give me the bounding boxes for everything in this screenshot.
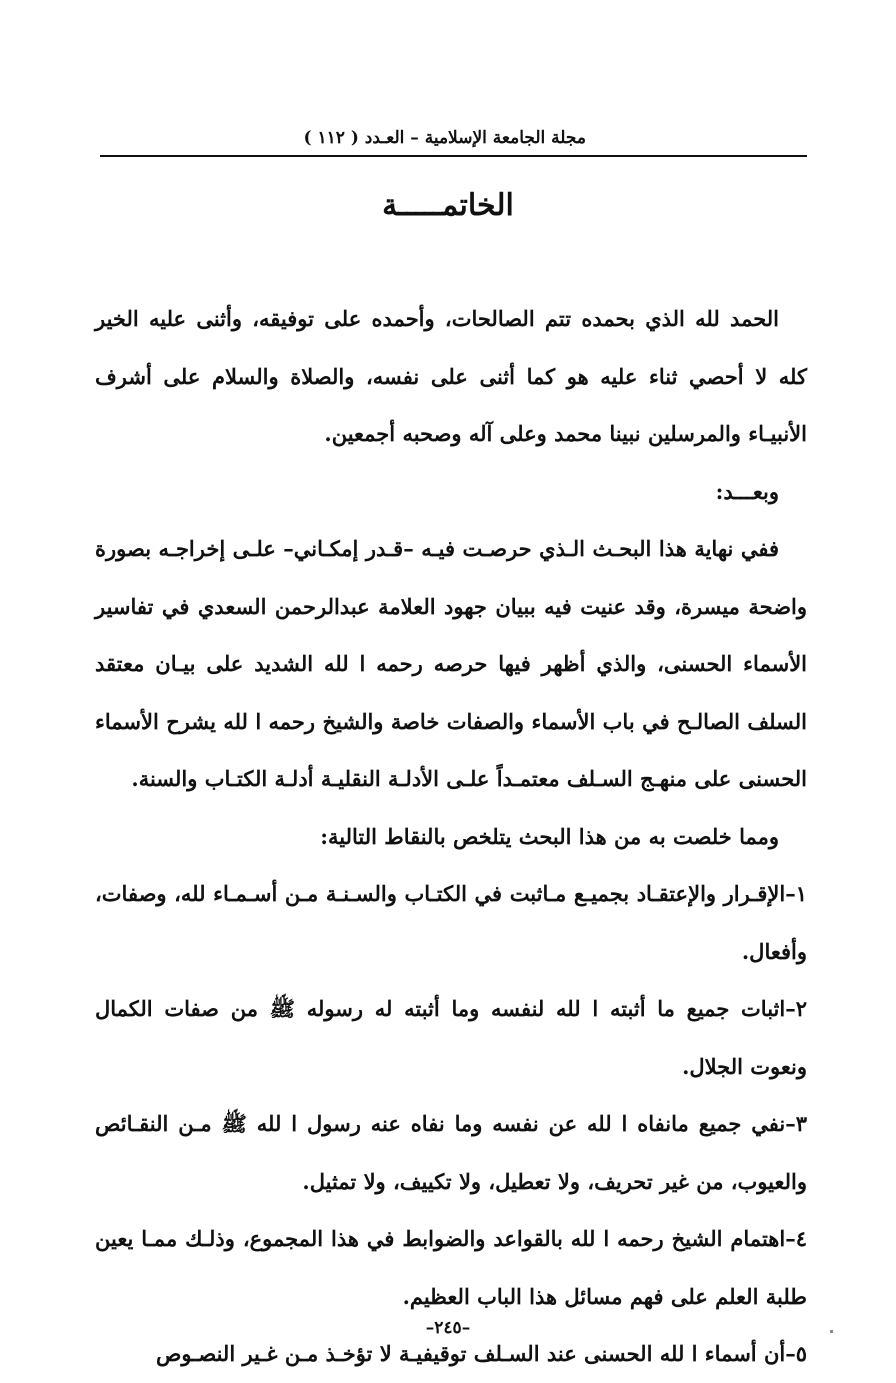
header-rule <box>100 155 807 157</box>
list-item: ٥–أن أسماء ا لله الحسنى عند السـلف توقيفيـة لا تؤخـذ مـن غـير النصـوص <box>155 1341 807 1366</box>
running-header: مجلة الجامعة الإسلامية – العـدد ( ١١٢ ) <box>303 128 586 148</box>
list-item: ٣–نفي جميع مانفاه ا لله عن نفسه وما نفاه عنه رسول ا لله ﷺ مـن النقـائص والعيوب، من غير تحريف، ولا تعطيل، ولا تكييف، ولا تمثيل. <box>95 1111 807 1194</box>
section-title: الخاتمـــــة <box>382 188 514 223</box>
list-item: ٤–اهتمام الشيخ رحمه ا لله بالقواعد والضوابط في هذا المجموع، وذلـك ممـا يعين طلبة العلم على فهم مسائل هذا الباب العظيم. <box>95 1226 807 1309</box>
scan-speck <box>830 1330 833 1333</box>
points-intro: ومما خلصت به من هذا البحث يتلخص بالنقاط التالية: <box>320 823 779 849</box>
page-number: –٢٤٥– <box>425 1318 471 1338</box>
transition-phrase: وبعـــد: <box>715 478 779 504</box>
body-text <box>95 290 807 1383</box>
summary-paragraph: ففي نهاية هذا البحـث الـذي حرصـت فيـه –قـدر إمكـاني– علـى إخراجـه بصورة واضحة ميسرة، وقد عنيت فيه ببيان جهود العلامة عبدالرحمن السعدي في تفاسير الأسماء الحسنى، والذي أظهر فيها حرصه رحمه ا لله الشديد على بيـان معتقد السلف الصالـح في باب الأسماء والصفات خاصة والشيخ رحمه ا لله يشرح الأسماء الحسنى على منهـج السـلف معتمـداً علـى الأدلـة النقليـة أدلـة الكتـاب والسنة. <box>95 536 807 791</box>
opening-paragraph: الحمد لله الذي بحمده تتم الصالحات، وأحمده على توفيقه، وأثنى عليه الخير كله لا أحصي ثناء عليه هو كما أثنى على نفسه، والصلاة والسلام على أشرف الأنبيـاء والمرسلين نبينا محمد وعلى آله وصحبه أجمعين. <box>95 306 807 446</box>
list-item: ٢–اثبات جميع ما أثبته ا لله لنفسه وما أثبته له رسوله ﷺ من صفات الكمال ونعوت الجلال. <box>95 996 807 1079</box>
list-item: ١–الإقـرار والإعتقـاد بجميـع مـاثبت في الكتـاب والسـنـة مـن أسـمـاء لله، وصفات، وأفعال. <box>95 881 807 964</box>
